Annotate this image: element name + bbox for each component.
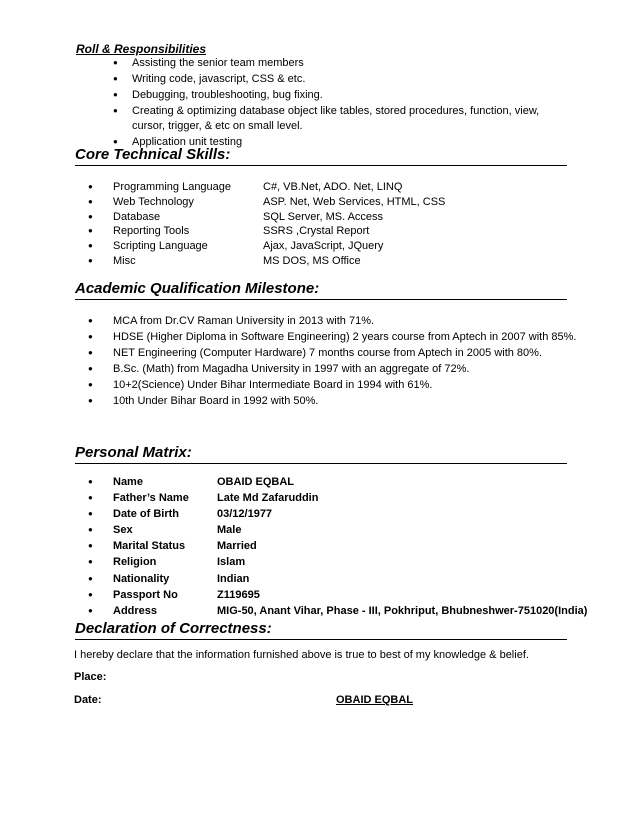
signature-name: OBAID EQBAL xyxy=(336,694,413,706)
roles-list xyxy=(132,56,572,151)
date-label: Date: xyxy=(74,694,102,706)
personal-row xyxy=(113,523,583,538)
personal-label: ● Date of Birth xyxy=(113,508,179,521)
personal-row xyxy=(113,588,583,603)
personal-title: Personal Matrix: xyxy=(75,444,567,464)
skill-value: Ajax, JavaScript, JQuery xyxy=(263,240,384,253)
personal-value: Late Md Zafaruddin xyxy=(217,492,319,505)
skill-row xyxy=(113,239,563,254)
personal-row xyxy=(113,491,583,506)
personal-row xyxy=(113,572,583,587)
personal-value: Islam xyxy=(217,556,246,569)
personal-value: OBAID EQBAL xyxy=(217,476,294,488)
personal-list xyxy=(113,475,588,620)
skill-name: ● Scripting Language xyxy=(113,240,208,253)
declaration-text: I hereby declare that the information furnished above is true to best of my knowledge & belief. xyxy=(74,649,529,661)
personal-row xyxy=(113,604,588,619)
personal-value: Z119695 xyxy=(217,588,260,601)
skill-name: ● Reporting Tools xyxy=(113,225,190,238)
skill-name: ● Misc xyxy=(113,254,136,267)
list-item: ● Application unit testing xyxy=(132,135,572,150)
personal-label: ● Nationality xyxy=(113,572,170,585)
personal-label: ● Marital Status xyxy=(113,540,186,553)
skill-value: C#, VB.Net, ADO. Net, LINQ xyxy=(263,181,403,193)
personal-label: ● Sex xyxy=(113,524,133,537)
skills-title: Core Technical Skills: xyxy=(75,146,567,166)
personal-label: ● Passport No xyxy=(113,588,178,601)
personal-value: MIG-50, Anant Vihar, Phase - III, Pokhriput, Bhubneshwer-751020(India) xyxy=(217,604,588,617)
list-item: ● B.Sc. (Math) from Magadha University in 1997 with an aggregate of 72%. xyxy=(113,362,593,377)
personal-label: ● Address xyxy=(113,604,158,617)
skills-list xyxy=(113,180,563,269)
personal-value: Indian xyxy=(217,572,250,585)
skill-value: SSRS ,Crystal Report xyxy=(263,225,370,238)
skill-row xyxy=(113,224,563,239)
personal-label: ● Religion xyxy=(113,556,157,569)
personal-label: ● Name xyxy=(113,476,143,488)
personal-row xyxy=(113,507,583,522)
skill-value: SQL Server, MS. Access xyxy=(263,210,384,223)
list-item: ● Debugging, troubleshooting, bug fixing. xyxy=(132,88,572,103)
personal-row xyxy=(113,539,583,554)
list-item: ● MCA from Dr.CV Raman University in 2013 with 71%. xyxy=(113,314,593,329)
qualification-list xyxy=(113,314,593,410)
personal-value: Male xyxy=(217,524,242,537)
personal-row xyxy=(113,475,583,490)
list-item: ● NET Engineering (Computer Hardware) 7 months course from Aptech in 2005 with 80%. xyxy=(113,346,593,361)
list-item: ● HDSE (Higher Diploma in Software Engineering) 2 years course from Aptech in 2007 with 85%. xyxy=(113,330,593,345)
qualification-title: Academic Qualification Milestone: xyxy=(75,280,567,300)
skill-row xyxy=(113,195,563,210)
place-label: Place: xyxy=(74,671,107,683)
list-item: ● Creating & optimizing database object like tables, stored procedures, function, view, cursor, trigger, & etc on small level. xyxy=(132,104,572,133)
skill-row xyxy=(113,210,563,225)
list-item: ● Assisting the senior team members xyxy=(132,56,572,71)
skill-value: MS DOS, MS Office xyxy=(263,254,361,267)
list-item: ● 10th Under Bihar Board in 1992 with 50%. xyxy=(113,394,593,409)
roles-title: Roll & Responsibilities xyxy=(76,42,207,56)
skill-name: ● Database xyxy=(113,210,161,223)
personal-label: ● Father’s Name xyxy=(113,492,189,505)
skill-row xyxy=(113,180,563,195)
skill-row xyxy=(113,254,563,269)
list-item: ● 10+2(Science) Under Bihar Intermediate Board in 1994 with 61%. xyxy=(113,378,593,393)
skill-value: ASP. Net, Web Services, HTML, CSS xyxy=(263,195,446,208)
skill-name: ● Web Technology xyxy=(113,195,194,208)
list-item: ● Writing code, javascript, CSS & etc. xyxy=(132,72,572,87)
personal-value: Married xyxy=(217,540,257,553)
personal-value: 03/12/1977 xyxy=(217,508,273,521)
declaration-title: Declaration of Correctness: xyxy=(75,620,567,640)
skill-name: ● Programming Language xyxy=(113,181,232,193)
personal-row xyxy=(113,555,583,570)
